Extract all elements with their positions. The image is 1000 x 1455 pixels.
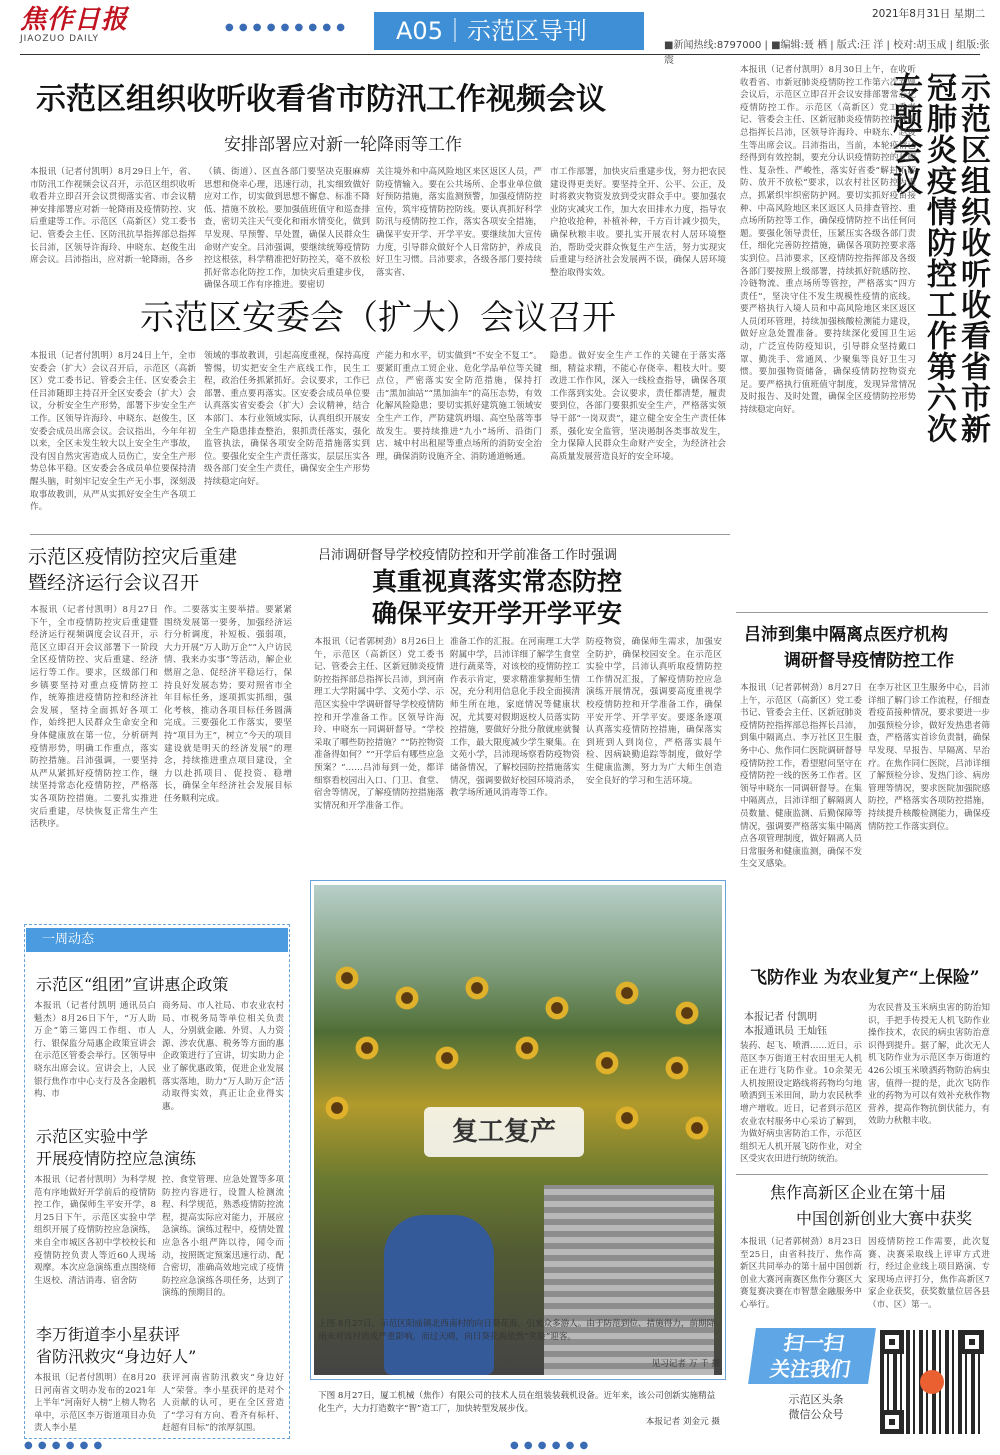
article2-column-2: 领域的事故教训，引起高度重视，保持高度警惕，切实把安全生产底线工作，民生工程，政治任务抓紧抓好。会议要求，工作已部署、重点要再落实。区安委会成员单位要认真落实省安委会（扩大）会议精神，结合本部门、本行业领域实际，认真组织开展安全生产隐患排查整治，狠抓责任落实，强化监管执法，确保各项安全防范措施落实到位。要强化安全生产责任落实，层层压实各级各部门安全生产责任，确保安全生产形势持续稳定向好。 — [204, 351, 370, 487]
article2-column-1: 本报讯（记者付凯明）8月24日上午，全市安委会（扩大）会议召开后，示范区（高新区）党工委书记、管委会主任、区安委会主任吕沛随即主持召开全区安委会（扩大）会议，分析安全生产形势，部署下步安全生产工作。区领导许海玲、申晓东、赵俊生，区安委会成员出席会议。会议指出，今年年初以来，全区未发生较大以上安全生产事故，没有因自然灾害造成人员伤亡，安全生产形势总体平稳。区安委会各成员单位要保持清醒头脑，时刻牢记安全生产无小事，深刻汲取事故教训，从严从实抓好安全生产各项工作。 — [30, 351, 196, 513]
article4-headline-line2: 确保平安开学开学平安 — [372, 599, 623, 628]
weekly-item2-headline-line1: 示范区实验中学 — [36, 1127, 149, 1146]
article4-kicker: 吕沛调研督导学校疫情防控和开学前准备工作时强调 — [318, 548, 618, 563]
masthead-divider — [20, 54, 980, 55]
weekly-item3-column-2: 获评河南省防汛救灾“身边好人”荣誉。李小星获评的是对个人贡献的认可，更在全区营造了“学习有方向、看齐有标杆、赶超有目标”的浓厚氛围。 — [162, 1373, 284, 1434]
right-divider-2 — [736, 1174, 988, 1175]
article5-headline-line1: 吕沛到集中隔离点医疗机构 — [744, 625, 948, 645]
photo-caption-bottom: 下图 8月27日，厦工机械（焦作）有限公司的技术人员在组装装载机设备。近年来，该公司创新实施精益化生产，大力打造数字“智”造工厂，加快转型发展步伐。 — [318, 1391, 716, 1414]
bottom-dots-right: ● ● ● ● ● ● — [510, 1440, 590, 1451]
scan-slogan-line1: 扫一扫 — [782, 1331, 846, 1355]
article5-column-1: 本报讯（记者郭树劲）8月27日上午，示范区（高新区）党工委书记、管委会主任、区新冠肺炎疫情防控指挥部总指挥长吕沛，到集中隔离点、李万社区卫生服务中心、焦作同仁医院调研督导疫情防控工作，看望慰问坚守在疫情防控一线的医务工作者。区领导申晓东一同调研督导。在集中隔离点，吕沛详细了解隔离人员数量、健康监测、后勤保障等情况，强调要严格落实集中隔离点各项管理制度，做好隔离人员日常服务和健康监测，确保不发生交叉感染。 — [740, 683, 862, 870]
qr-code-icon[interactable] — [880, 1330, 984, 1434]
weekly-news-tag: 一周动态 — [26, 928, 288, 952]
logo-english: JIAOZUO DAILY — [20, 34, 99, 44]
vertical-article-body: 本报讯（记者付凯明）8月30日上午，在收听收看省、市新冠肺炎疫情防控工作第六次专题会议后，示范区立即召开会议安排部署常态化疫情防控工作。示范区（高新区）党工委书记、管委会主任、区新冠肺炎疫情防控指挥部总指挥长吕沛，区领导许海玲、申晓东、赵俊生等出席会议。吕沛指出，当前，本轮疫情已经得到有效控制，要充分认识疫情防控的长期性、复杂性、严峻性，落实好省委“解封不解防、放开不放松”要求，以农村社区防控为重点，抓紧织牢织密防护网。要切实抓好疫苗接种、中高风险地区来区返区人员排查管控、重点场所防控等工作，确保疫情防控不出任何问题。要强化领导责任，压紧压实各级各部门责任，细化完善防控措施，确保各项防控要求落实到位。吕沛要求，区疫情防控指挥部及各级各部门要按照上级部署，持续抓好院感防控、冷链物流、重点场所等管控，严格落实“四方责任”，坚决守住不发生规模性疫情的底线。要严格执行入境人员和中高风险地区来区返区人员闭环管理，持续加强核酸检测能力建设，做好应急处置准备。要持续深化爱国卫生运动，广泛宣传防疫知识，引导群众坚持戴口罩、勤洗手、常通风、少聚集等良好卫生习惯。要加强物资储备，确保疫情防控物资充足。要严格执行值班值守制度，发现异常情况及时报告、及时处置，确保全区疫情防控形势持续稳定向好。 — [740, 65, 916, 416]
article6-byline-reporter: 本报记者 付凯明 — [744, 1012, 818, 1023]
wechat-account-label — [766, 1392, 866, 1422]
article2-column-4: 隐患。做好安全生产工作的关键在于落实落细，精益求精，不能心存侥幸、粗枝大叶。要改进工作作风，深入一线检查指导，确保各项工作落到实处。会议要求，责任都清楚，履责要到位，各部门要狠抓安全生产，严格落实领导干部“一岗双责”，建立健全安全生产责任体系，强化安全监管，坚决遏制各类事故发生，全力保障人民群众生命财产安全，为经济社会高质量发展营造良好的安全环境。 — [550, 351, 726, 462]
article1-column-4: 市工作部署，加快灾后重建步伐，努力把农民建设得更美好。要坚持全开、公平、公正，及时将救灾物资发放到受灾群众手中。要加强农业防灾减灾工作，加大农田排水力度，指导农户抢收抢种，补植补种，千方百计减少损失，确保秋粮丰收。要扎实开展农村人居环境整治，帮助受灾群众恢复生产生活，努力实现灾后重建与经济社会发展两不误，确保人居环境整治取得实效。 — [550, 167, 726, 278]
decorative-dots: ● ● ● ● ● ● ● ● ● — [225, 22, 346, 33]
account-name: 示范区头条 — [788, 1393, 844, 1406]
article3-headline-line2: 暨经济运行会议召开 — [28, 572, 200, 594]
logo-chinese: 焦作日报 — [20, 5, 129, 35]
photo-overlay-title: 复工复产 — [424, 1107, 584, 1157]
weekly-item2-column-1: 本报讯（记者付凯明）为科学规范有序地做好开学前后的疫情防控工作，确保师生平安开学，8月25日下午，示范区实验中学组织开展了疫情防控应急演练，来自全市城区各初中学校校长和疫情防控负责人等近60人现场观摩。本次应急演练重点围绕师生返校、清洁消毒、宿舍防 — [34, 1175, 156, 1286]
article7-column-1: 本报讯（记者郭树劲）8月23日至25日，由省科技厅、焦作高新区共同举办的第十届中国创新创业大赛河南赛区焦作分赛区大赛复赛决赛在市智慧金融服务中心举行。 — [740, 1237, 862, 1310]
article1-column-3: 关注境外和中高风险地区来区返区人员，严防疫情输入。要在公共场所、企事业单位做好预防措施，落实监测预警，加强疫情防控宣传，筑牢疫情防控防线。要认真抓好科学防汛与疫情防控工作，落实各项安全措施，确保平安开学、开学平安。要继续加大宣传力度，引导群众做好个人日常防护，养成良好卫生习惯。吕沛要求，各级各部门要持续落实省、 — [376, 167, 542, 278]
right-divider — [736, 612, 988, 613]
article2-column-3: 产能力和水平，切实做到“不安全不复工”。要紧盯重点工贸企业、危化学品单位等关键点位，严密落实安全防范措施，保持打击“黑加油站”“黑加油车”的高压态势，有效化解风险隐患；要切实抓好建筑施工领域安全生产工作，严防建筑坍塌、高空坠落等事故发生。要持续推进“九小”场所、沿街门店、城中村出租屋等重点场所的消防安全治理，确保消防设施齐全、消防通道畅通。 — [376, 351, 542, 462]
article4-column-2: 准备工作的汇报。在河南理工大学附属中学，吕沛详细了解学生食堂进行蔬菜等，对该校的疫情防控工作表示肯定，要求精准掌握师生情况，充分利用信息化手段全面摸清师生所在地，家庭情况等健康状况，尤其要对假期返校人员落实防控措施，要做好分批分散就座就餐工作，最大限度减少学生聚集。在文苑小学，吕沛现场察看防疫物资储备情况，了解校园防控措施落实情况，强调要做好校园环境消杀，教学场所通风消毒等工作。 — [450, 637, 580, 799]
photo-credit-bottom: 本报记者 刘金元 摄 — [645, 1417, 720, 1427]
article6-byline-correspondent: 本报通讯员 王灿钰 — [744, 1026, 828, 1037]
editorial-credits: ■新闻热线:8797000 | ■编辑:聂 栖 | 版式:汪 洋 | 校对:胡玉成 | 组版:张 震 — [664, 40, 990, 66]
page-section-label: A05｜示范区导刊 — [374, 12, 644, 50]
article3-column-2: 作。二要落实主要举措。要紧紧围绕发展第一要务，加强经济运行分析调度，补短板、强弱项，大力开展“万人助万企”“入户访民情、我来办实事”等活动，解企业燃眉之急、促经济平稳运行，保持良好发展态势；要对照省市全年目标任务，逐项抓实抓细，强化考核，推动各项目标任务圆满完成。三要强化工作落实，要坚持“项目为王”，树立“今天的项目建设就是明天的经济发展”的理念，持续推进重点项目建设，全力以赴抓项目、促投资、稳增长，确保全年经济社会发展目标任务顺利完成。 — [164, 605, 292, 804]
scan-slogan — [748, 1328, 876, 1384]
photo-caption-top: 上图 8月27日，示范区阳庙镇北西南村的向日葵花海，引来众多游人。由于防范到位、措施得力，前期降雨未对该村造成严重影响，而过天晴，向日葵花海依然“笑脸”迎客。 — [318, 1319, 716, 1342]
account-type: 微信公众号 — [788, 1408, 844, 1421]
article6-headline: 飞防作业 为农业复产“上保险” — [750, 968, 980, 988]
weekly-item3-headline-line1: 李万街道李小星获评 — [36, 1325, 181, 1344]
article5-column-2: 在李万社区卫生服务中心，吕沛详细了解门诊工作流程，仔细查看疫苗接种情况，要求要进一步加强预检分诊，做好发热患者筛查，严格落实首诊负责制，确保早发现、早报告、早隔离、早治疗。在焦作同仁医院，吕沛详细了解预检分诊、发热门诊、病房管理等情况，要求医院加强院感防控，严格落实各项防控措施，持续提升核酸检测能力，确保疫情防控工作落实到位。 — [868, 683, 990, 832]
article7-headline-line2: 中国创新创业大赛中获奖 — [796, 1209, 973, 1228]
weekly-item3-column-1: 本报讯（记者付凯明）在8月20日河南省文明办发布的2021年上半年“河南好人榜”上榜人物名单中，示范区李万街道项目办负责人李小星 — [34, 1373, 156, 1434]
bottom-dots-left: ● ● ● ● ● ● — [24, 1440, 104, 1451]
weekly-item3-headline-line2: 省防汛救灾“身边好人” — [36, 1347, 197, 1366]
scan-slogan-line2: 关注我们 — [768, 1357, 852, 1381]
article2-headline: 示范区安委会（扩大）会议召开 — [140, 298, 616, 338]
article4-column-1: 本报讯（记者郭树劲）8月26日上午，示范区（高新区）党工委书记、管委会主任、区新冠肺炎疫情防控指挥部总指挥长吕沛，到河南理工大学附属中学、文苑小学、示范区实验中学调研督导学校疫情防控和开学准备工作。区领导许海玲、申晓东一同调研督导。“学校采取了哪些防控措施？”“防控物资准备得如何？”“开学后有哪些应急预案？”……吕沛每到一处，都详细察看校园出入口、门卫、食堂、宿舍等情况，了解疫情防控措施落实情况和开学准备工作。 — [314, 637, 444, 811]
article7-column-2: 因疫情防控工作需要，此次复赛、决赛采取线上评审方式进行，经过企业线上项目路演、专家现场点评打分，焦作高新区7家企业获奖，获奖数量位居各县（市、区）第一。 — [868, 1237, 990, 1310]
article3-column-1: 本报讯（记者付凯明）8月27日下午，全市疫情防控灾后重建暨经济运行视频调度会议召开，示范区立即召开会议部署下一阶段全区疫情防控、灾后重建、经济运行等工作。要求，区级部门和乡镇要坚持对重点疫情防控工作，统筹推进疫情防控和经济社会发展，坚持全面抓好各项工作，始终把人民群众生命安全和身体健康放在第一位，分析研判疫情形势，明确工作重点，落实防控措施。吕沛强调，一要坚持从严从紧抓好疫情防控工作，继续坚持常态化疫情防控，严格落实各项防控措施。二要扎实推进灾后重建，尽快恢复正常生产生活秩序。 — [30, 605, 158, 830]
article7-headline-line1: 焦作高新区企业在第十届 — [770, 1183, 947, 1202]
article4-column-3: 防疫物资，确保师生需求，加强安全防护，确保校园安全。在示范区实验中学，吕沛认真听取疫情防控工作情况汇报，了解疫情防控应急演练开展情况，强调要高度重视学校疫情防控和开学准备工作，确保平安开学、开学平安。要逐条逐项认真落实疫情防控措施，确保落实到班到人到岗位，严格落实晨午检、因病缺勤追踪等制度，做好学生健康监测，努力为广大师生创造安全良好的学习和生活环境。 — [586, 637, 722, 786]
sunflower-and-factory-photo — [314, 885, 722, 1375]
newspaper-logo — [20, 6, 130, 50]
article1-column-2: （镇、街道）、区直各部门要坚决克服麻痹思想和侥幸心理，迅速行动，扎实细致做好应对工作，切实做到思想不懈怠、标准不降低、措施不放松。要加强值班值守和巡查排查，密切关注天气变化和雨水情变化，做到早发现、早预警、早处置，确保人民群众生命财产安全。吕沛强调，要继续统筹疫情防控这根弦，科学精准把好防控关，毫不放松抓好常态化防控工作，加快灾后重建步伐，确保各项工作有序推进。要密切 — [204, 167, 370, 291]
section-divider — [30, 534, 730, 535]
weekly-item1-column-2: 商务局、市人社局、市农业农村局、市税务局等单位相关负责人，分别就金融、外贸、人力资源、涉农优惠、税务等方面的惠企政策进行了宣讲，切实助力企业了解优惠政策，促进企业发展落实落地，助力“万人助万企”活动取得实效，真正让企业得实惠。 — [162, 1001, 284, 1112]
article6-column-1: 装药、起飞、喷洒……近日，示范区李万街道王村农田里无人机正在进行飞防作业。10余架无人机按照设定路线将药物均匀地喷洒到玉米田间，助力农民秋季增产增收。近日，记者到示范区农业农村服务中心采访了解到，为做好病虫害防治工作，示范区组织无人机开展飞防作业，对全区受灾农田进行统防统治。 — [740, 1041, 862, 1165]
article6-column-2: 为农民普及玉米病虫害的防治知识，手把手传授无人机飞防作业操作技术，农民的病虫害防治意识得到提升。据了解，此次无人机飞防作业为示范区李万街道约426公顷玉米喷洒药物防治病虫害，值得一提的是，此次飞防作业的药物为可以有效补充秋作物营养，提高作物抗倒伏能力，有效助力秋粮丰收。 — [868, 1003, 990, 1127]
weekly-item1-headline: 示范区“组团”宣讲惠企政策 — [36, 975, 229, 994]
photo-credit-top: 见习记者 万 千 摄 — [651, 1359, 720, 1369]
article1-column-1: 本报讯（记者付凯明）8月29日上午，省、市防汛工作视频会议召开，示范区组织收听收看并立即召开会议贯彻落实省、市会议精神安排部署应对新一轮降雨及疫情防控、灾后重建等工作。示范区（高新区）党工委书记、管委会主任、区防汛抗旱指挥部总指挥长吕沛，区领导许海玲、申晓东、赵俊生出席会议。吕沛指出，应对新一轮降雨，各乡 — [30, 167, 196, 266]
article1-headline: 示范区组织收听收看省市防汛工作视频会议 — [36, 82, 606, 117]
article5-headline-line2: 调研督导疫情防控工作 — [784, 651, 954, 671]
weekly-item2-headline-line2: 开展疫情防控应急演练 — [36, 1149, 197, 1168]
article3-headline-line1: 示范区疫情防控灾后重建 — [28, 546, 238, 568]
weekly-item1-column-1: 本报讯（记者付凯明 通讯员白魁杰）8月26日下午，“万人助万企”第三第四工作组、市人行、银保监分局惠企政策宣讲会在示范区管委会举行。区领导申晓东出席会议。宣讲会上，人民银行焦作市中心支行及各金融机构、市 — [34, 1001, 156, 1100]
article4-headline-line1: 真重视真落实常态防控 — [372, 567, 623, 596]
weekly-item2-column-2: 控、食堂管理、应急处置等多项防控内容进行，设置人检测流程、科学规范，熟悉疫情防控流程，提高实际应对能力，开展应急演练。演练过程中，疫情处置应急各小组严阵以待，闻令而动，按照既定预案迅速行动、配合密切，准确高效地完成了疫情防控应急演练各项任务，达到了演练的预期目的。 — [162, 1175, 284, 1299]
article1-subheadline: 安排部署应对新一轮降雨等工作 — [224, 135, 462, 155]
vertical-article-headline: 示范区组织收听收看省市新冠肺炎疫情防控工作第六次专题会议 — [887, 72, 990, 444]
issue-date: 2021年8月31日 星期二 — [872, 8, 986, 20]
